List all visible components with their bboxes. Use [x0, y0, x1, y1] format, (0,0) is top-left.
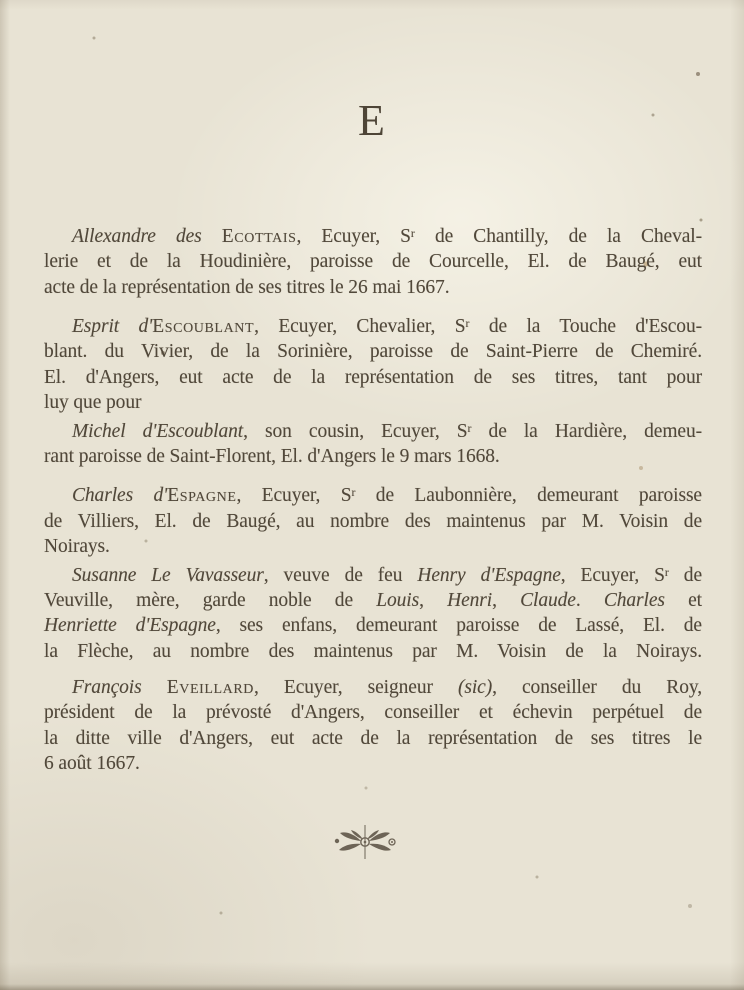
text-segment: de Laubonnière, demeurant paroisse	[355, 485, 702, 507]
text-line	[44, 751, 702, 776]
text-segment: , conseiller du Roy,	[492, 677, 702, 699]
text-line	[44, 275, 702, 300]
text-line	[44, 444, 702, 469]
text-segment: de la Touche d'Escou-	[469, 316, 702, 338]
text-segment: luy que pour	[44, 392, 142, 414]
text-segment: de Villiers, El. de Baugé, au nombre des maintenus par M. Voisin de	[44, 510, 702, 532]
paragraph	[44, 560, 702, 665]
text-segment: Noirays.	[44, 536, 110, 558]
text-segment: (sic)	[457, 677, 493, 699]
text-line	[44, 509, 702, 534]
paragraph	[44, 416, 702, 470]
text-segment: , veuve de feu	[263, 564, 418, 586]
text-line	[44, 588, 702, 613]
text-segment: r	[410, 227, 415, 240]
text-segment: Escoublant	[152, 316, 255, 338]
text-block	[44, 221, 702, 777]
text-segment: r	[351, 486, 356, 500]
text-segment: , Ecuyer, S	[236, 485, 352, 507]
paper-specks	[0, 0, 2, 2]
text-segment: , Ecuyer, seigneur	[254, 677, 458, 699]
text-segment: la ditte ville d'Angers, eut acte de la représentation de ses titres le	[44, 727, 702, 749]
text-segment: Eveillard	[166, 677, 255, 699]
text-segment: de Chantilly, de la Cheval-	[414, 225, 702, 247]
text-segment: Charles d'	[72, 485, 168, 507]
text-segment: Esprit d'	[72, 316, 153, 338]
paragraph	[44, 675, 702, 777]
text-line	[44, 675, 702, 700]
text-segment: la Flèche, au nombre des maintenus par M. Voisin de la Noirays.	[44, 640, 702, 662]
text-segment: Louis	[376, 589, 420, 611]
text-segment: François	[72, 677, 167, 699]
text-segment: 6 août 1667.	[44, 753, 140, 775]
text-segment: r	[467, 421, 472, 435]
text-segment: lerie et de la Houdinière, paroisse de Courcelle, El. de Baugé, eut	[44, 251, 702, 273]
text-segment: Michel d'Escoublant	[72, 420, 244, 442]
text-segment: et	[664, 589, 702, 611]
text-segment: Henri	[447, 589, 493, 611]
text-segment: , son cousin, Ecuyer, S	[243, 420, 468, 442]
paragraph	[44, 311, 702, 416]
text-line	[44, 534, 702, 559]
paragraph	[44, 480, 702, 559]
text-segment: rant paroisse de Saint-Florent, El. d'Angers le 9 mars 1668.	[44, 445, 500, 467]
text-segment: r	[465, 317, 470, 331]
text-line	[44, 700, 702, 725]
text-segment: Espagne	[167, 485, 237, 507]
text-segment: , Ecuyer, S	[560, 564, 665, 586]
text-line	[44, 249, 702, 274]
text-segment: blant. du Vivier, de la Sorinière, paroisse de Saint-Pierre de Chemiré.	[44, 341, 702, 363]
text-line	[44, 221, 702, 249]
text-segment: président de la prévosté d'Angers, conseiller et échevin perpétuel de	[44, 702, 702, 724]
paragraph	[44, 221, 702, 300]
text-segment: Susanne Le Vavasseur	[72, 564, 264, 586]
text-segment: Claude	[520, 589, 576, 611]
text-line	[44, 416, 702, 444]
floral-ornament-icon	[0, 824, 744, 860]
text-segment: , Ecuyer, S	[296, 225, 411, 247]
text-line	[44, 560, 702, 588]
text-line	[44, 311, 702, 339]
text-segment: Ecottais	[221, 225, 297, 247]
text-segment: Henriette d'Espagne	[44, 615, 216, 637]
text-segment: acte de la représentation de ses titres le 26 mai 1667.	[44, 276, 450, 298]
text-segment: El. d'Angers, eut acte de la représentation de ses titres, tant pour	[44, 366, 702, 388]
text-segment: Henry d'Espagne	[417, 564, 561, 586]
text-segment: Allexandre des	[72, 225, 222, 247]
text-line	[44, 639, 702, 664]
text-line	[44, 365, 702, 390]
text-segment: Charles	[603, 589, 665, 611]
text-line	[44, 390, 702, 415]
text-segment: de la Hardière, demeu-	[471, 420, 702, 442]
text-segment: r	[664, 565, 669, 579]
text-line	[44, 613, 702, 638]
text-line	[44, 726, 702, 751]
text-segment: , ses enfans, demeurant paroisse de Lassé, El. de	[215, 615, 702, 637]
section-letter-heading: E	[358, 96, 386, 145]
text-segment: ,	[419, 589, 448, 611]
text-line	[44, 480, 702, 508]
text-segment: ,	[492, 589, 521, 611]
text-segment: Veuville, mère, garde noble de	[44, 589, 377, 611]
text-segment: .	[575, 589, 604, 611]
text-segment: de	[668, 564, 703, 586]
text-line	[44, 339, 702, 364]
text-segment: , Ecuyer, Chevalier, S	[254, 316, 466, 338]
